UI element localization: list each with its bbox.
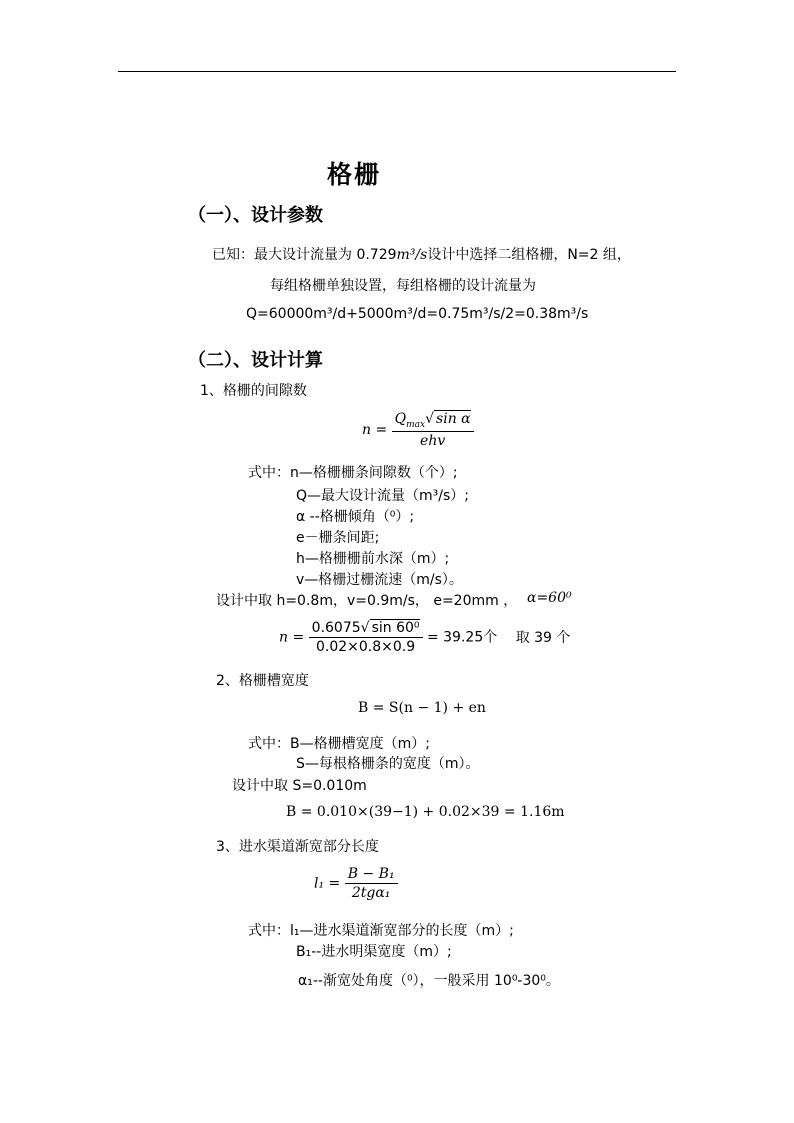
item1-calc-fraction (309, 620, 423, 655)
item1-q: Q (394, 411, 407, 427)
item3-where-0: 式中：l₁—进水渠道渐宽部分的长度（m）; (248, 923, 514, 939)
item1-sin: sin α (436, 411, 471, 427)
item3-where-1: B₁--进水明渠宽度（m）; (296, 944, 452, 960)
item1-formula-fraction (392, 411, 474, 449)
item2-params: 设计中取 S=0.010m (232, 778, 367, 794)
item1-formula-numerator (392, 411, 474, 432)
item3-heading: 3、进水渠道渐宽部分长度 (216, 839, 379, 855)
item1-where-2: α --格栅倾角（⁰）; (296, 509, 415, 525)
given-line-1-pre: 已知：最大设计流量为 0.729 (212, 247, 397, 263)
item1-where-0: 式中：n—格栅栅条间隙数（个）; (248, 465, 458, 481)
section-heading-calculation: （二）、设计计算 (188, 350, 323, 371)
given-line-2: 每组格栅单独设置，每组格栅的设计流量为 (270, 278, 536, 294)
item1-calc-numerator (309, 620, 423, 638)
given-line-1-post: 设计中选择二组格栅，N=2 组， (427, 247, 631, 263)
item1-calc-coef: 0.6075 (311, 620, 361, 636)
item1-heading: 1、格栅的间隙数 (200, 383, 307, 399)
item2-where-1: S—每根格栅条的宽度（m）。 (296, 756, 480, 772)
item1-calc-take: 取 39 个 (515, 629, 571, 646)
item2-where-0: 式中：B—格栅槽宽度（m）; (248, 736, 430, 752)
item1-where-5: v—格栅过栅流速（m/s）。 (296, 572, 463, 588)
item1-where-4: h—格栅栅前水深（m）; (296, 551, 450, 567)
given-line-1-unit: m³/s (396, 247, 428, 263)
item1-calc-denominator: 0.02×0.8×0.9 (316, 639, 416, 655)
item3-formula-denominator: 2tgα₁ (351, 885, 391, 901)
section-heading-parameters: （一）、设计参数 (188, 205, 323, 226)
item1-formula-denominator: ehv (420, 432, 446, 449)
item1-formula (362, 411, 474, 449)
item1-where-1: Q—最大设计流量（m³/s）; (296, 488, 469, 504)
item3-formula-numerator: B − B₁ (345, 866, 398, 884)
item1-calc (279, 620, 570, 655)
item1-calc-result: = 39.25个 (426, 629, 498, 646)
item1-q-sub: max (406, 419, 426, 430)
page-title: 格栅 (327, 160, 382, 189)
item1-formula-lhs: n = (362, 421, 388, 438)
item3-where-2: α₁--渐宽处角度（⁰），一般采用 10⁰-30⁰。 (298, 973, 560, 989)
item3-formula-fraction (345, 866, 398, 901)
item1-calc-sin: sin 60⁰ (371, 620, 420, 636)
header-rule (118, 71, 676, 72)
item3-formula-lhs: l₁ = (314, 875, 341, 892)
sqrt-icon: √ (360, 620, 370, 636)
item1-where-3: e－栅条间距; (296, 530, 380, 546)
item1-calc-lhs: n = (279, 629, 305, 646)
sqrt-icon: √ (425, 411, 435, 427)
item2-heading: 2、格栅槽宽度 (216, 673, 309, 689)
item1-params-angle: α=60⁰ (527, 590, 572, 606)
item2-formula: B = S(n − 1) + en (358, 700, 486, 716)
item1-params: 设计中取 h=0.8m，v=0.9m/s， e=20mm ， (216, 593, 518, 609)
given-line-1 (212, 244, 631, 264)
item3-formula (314, 866, 398, 901)
given-line-3: Q=60000m³/d+5000m³/d=0.75m³/s/2=0.38m³/s (246, 306, 589, 322)
item2-calc: B = 0.010×(39−1) + 0.02×39 = 1.16m (286, 804, 565, 820)
